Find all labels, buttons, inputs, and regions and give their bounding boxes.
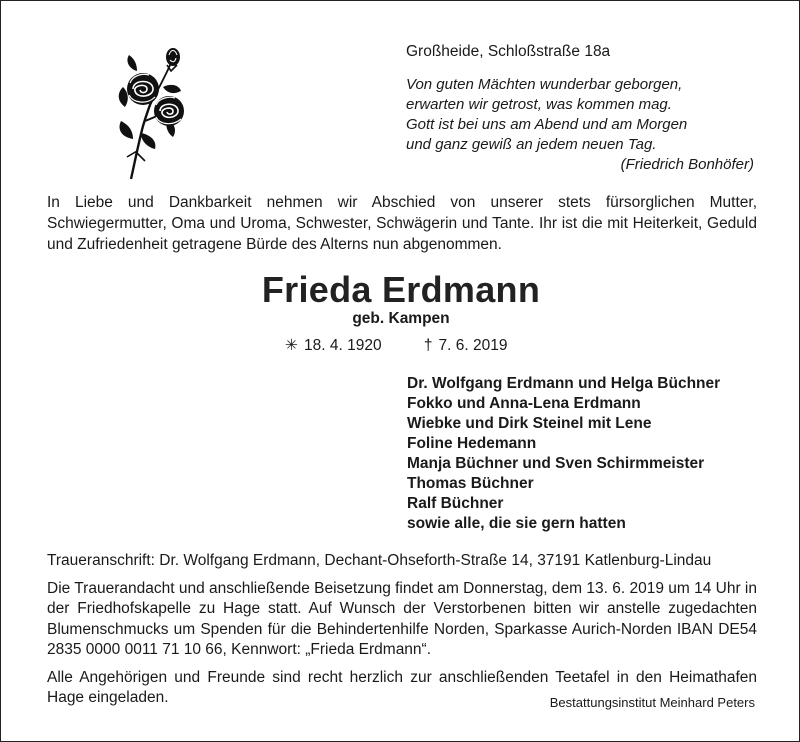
mourner-entry: Dr. Wolfgang Erdmann und Helga Büchner: [407, 375, 721, 392]
header-address: Großheide, Schloßstraße 18a: [406, 43, 611, 60]
mourner-entry: Fokko und Anna-Lena Erdmann: [407, 395, 641, 412]
mourner-entry: sowie alle, die sie gern hatten: [407, 515, 626, 532]
mourners-list: [407, 374, 720, 534]
rose-icon: [113, 41, 193, 181]
poem-line: erwarten wir getrost, was kommen mag.: [406, 96, 672, 113]
undertaker-name: Bestattungsinstitut Meinhard Peters: [549, 695, 755, 710]
poem-line: und ganz gewiß an jedem neuen Tag.: [406, 136, 657, 153]
poem-author: (Friedrich Bonhöfer): [620, 156, 754, 173]
details-section: [47, 551, 757, 716]
poem: [406, 75, 756, 175]
death-cross-icon: †: [423, 337, 433, 354]
poem-line: Gott ist bei uns am Abend und am Morgen: [406, 116, 688, 133]
birth-symbol-icon: ✳: [285, 337, 298, 354]
poem-line: Von guten Mächten wunderbar geborgen,: [406, 76, 683, 93]
mourner-entry: Ralf Büchner: [407, 495, 504, 512]
mourning-address: Traueranschrift: Dr. Wolfgang Erdmann, Dechant-Ohseforth-Straße 14, 37191 Katlenburg-Lindau: [47, 552, 712, 569]
invitation-text: Alle Angehörigen und Freunde sind recht herzlich zur anschließenden Teetafel in den Heimathafen Hage eingeladen.: [47, 668, 757, 706]
birth-date: 18. 4. 1920: [304, 337, 382, 354]
mourner-entry: Thomas Büchner: [407, 475, 534, 492]
deceased-name: Frieda Erdmann: [261, 269, 541, 310]
mourner-entry: Foline Hedemann: [407, 435, 537, 452]
mourner-entry: Manja Büchner und Sven Schirmmeister: [407, 455, 705, 472]
death-date: 7. 6. 2019: [438, 337, 508, 354]
mourner-entry: Wiebke und Dirk Steinel mit Lene: [407, 415, 652, 432]
service-details: Die Trauerandacht und anschließende Beisetzung findet am Donnerstag, dem 13. 6. 2019 um 14 Uhr in der Friedhofskapelle zu Hage statt. Auf Wunsch der Verstorbenen bitten wir anstelle zugedachten Blumenschmucks um Spenden für die Behindertenhilfe Norden, Sparkasse Aurich-Norden IBAN DE54 2835 0000 0011 71 10 66, Kennwort: „Frieda Erdmann“.: [47, 579, 757, 658]
life-dates: [285, 336, 507, 355]
maiden-name: geb. Kampen: [352, 310, 450, 327]
intro-paragraph: In Liebe und Dankbarkeit nehmen wir Abschied von unserer stets fürsorglichen Mutter, Schwiegermutter, Oma und Uroma, Schwester, Schwägerin und Tante. Ihr ist die mit Heiterkeit, Geduld und Zufriedenheit getragene Bürde des Alterns nun abgenommen.: [47, 194, 757, 253]
